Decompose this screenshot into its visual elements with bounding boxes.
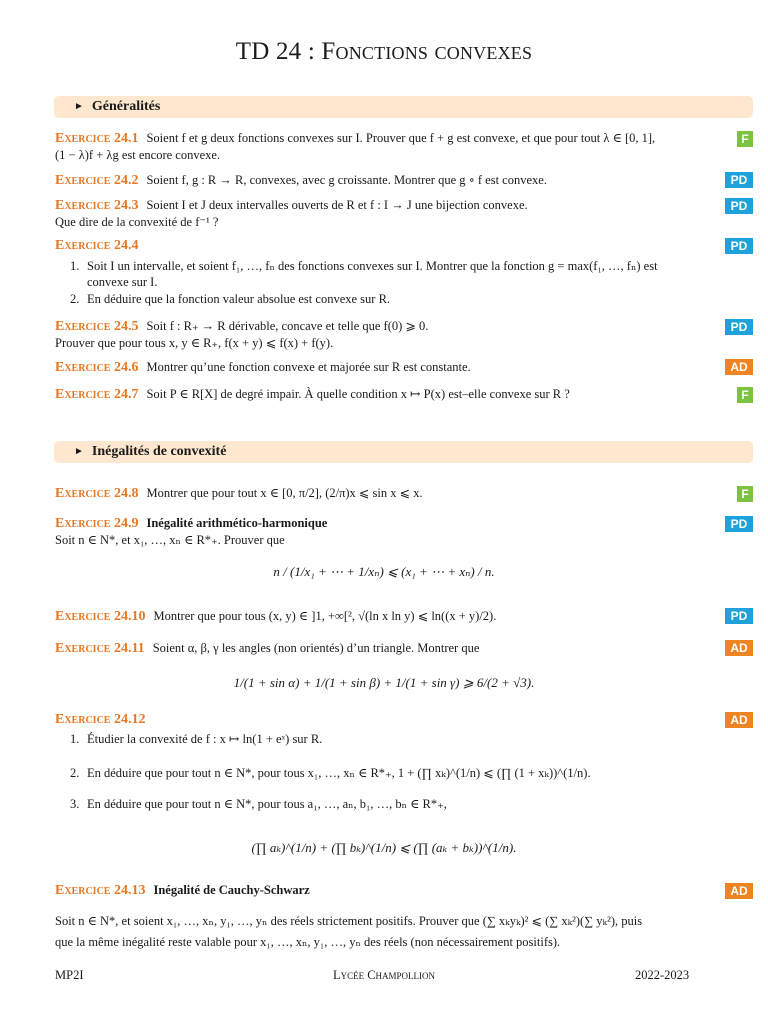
exercise-24-7: [55, 386, 725, 404]
exercise-text: que la même inégalité reste valable pour x₁, …, xₙ, y₁, …, yₙ des réels (non nécessairement positifs).: [55, 935, 561, 950]
exercise-24-9: [55, 515, 725, 548]
difficulty-badge-pd: PD: [725, 319, 753, 335]
list-item-text: convexe sur I.: [87, 274, 158, 289]
exercise-number: Exercice 24.1: [55, 131, 139, 146]
footer-center: Lycée Champollion: [332, 968, 436, 982]
list-item: 1. Soit I un intervalle, et soient f₁, …, fₙ des fonctions convexes sur I. Montrer que la fonction g = max(f₁, …, fₙ) est convexe sur I.: [70, 259, 658, 289]
exercise-text: Montrer que pour tout x ∈ [0, π/2], (2/π)x ⩽ sin x ⩽ x.: [146, 486, 423, 500]
exercise-subtitle: Inégalité de Cauchy-Schwarz: [153, 883, 310, 897]
exercise-text: Prouver que pour tous x, y ∈ R₊, f(x + y) ⩽ f(x) + f(y).: [55, 335, 334, 350]
footer-left: MP2I: [55, 968, 84, 982]
exercise-subtitle: Inégalité arithmético-harmonique: [146, 516, 328, 530]
exercise-text: Soit P ∈ R[X] de degré impair. À quelle condition x ↦ P(x) est–elle convexe sur R ?: [146, 387, 570, 401]
exercise-text: (1 − λ)f + λg est encore convexe.: [55, 147, 221, 162]
difficulty-badge-f: F: [737, 387, 753, 403]
exercise-24-8: [55, 485, 725, 503]
exercise-24-4: [55, 237, 725, 255]
difficulty-badge-ad: AD: [725, 712, 753, 728]
exercise-text: Montrer qu’une fonction convexe et majorée sur R est constante.: [146, 360, 471, 374]
difficulty-badge-ad: AD: [725, 640, 753, 656]
list-item-text: Soit I un intervalle, et soient f₁, …, fₙ des fonctions convexes sur I. Montrer que la fonction g = max(f₁, …, fₙ) est: [87, 259, 658, 273]
list-item-text: Étudier la convexité de f : x ↦ ln(1 + eˣ) sur R.: [87, 732, 323, 746]
exercise-number: Exercice 24.7: [55, 387, 139, 402]
list-item: 1. Étudier la convexité de f : x ↦ ln(1 + eˣ) sur R.: [70, 732, 323, 746]
page-title: TD 24 : Fonctions convexes: [235, 38, 533, 65]
exercise-24-1: [55, 130, 725, 163]
list-item: 2. En déduire que pour tout n ∈ N*, pour tous x₁, …, xₙ ∈ R*₊, 1 + (∏ xₖ)^(1/n) ⩽ (∏ (1 + xₖ))^(1/n).: [70, 766, 591, 780]
section-label: Généralités: [91, 99, 161, 114]
list-item-text: En déduire que pour tout n ∈ N*, pour tous a₁, …, aₙ, b₁, …, bₙ ∈ R*₊,: [87, 797, 447, 811]
exercise-number: Exercice 24.13: [55, 883, 146, 898]
difficulty-badge-f: F: [737, 486, 753, 502]
exercise-text: Soient α, β, γ les angles (non orientés) d’un triangle. Montrer que: [152, 641, 480, 655]
exercise-24-3: [55, 197, 725, 230]
difficulty-badge-pd: PD: [725, 198, 753, 214]
difficulty-badge-f: F: [737, 131, 753, 147]
list-item: 2. En déduire que la fonction valeur absolue est convexe sur R.: [70, 292, 391, 306]
exercise-number: Exercice 24.12: [55, 712, 146, 727]
exercise-number: Exercice 24.10: [55, 609, 146, 624]
exercise-number: Exercice 24.9: [55, 516, 139, 531]
exercise-24-12: [55, 711, 725, 729]
exercise-24-6: [55, 359, 725, 377]
difficulty-badge-ad: AD: [725, 359, 753, 375]
formula: n / (1/x₁ + ⋯ + 1/xₙ) ⩽ (x₁ + ⋯ + xₙ) / n.: [273, 564, 495, 579]
formula: (∏ aₖ)^(1/n) + (∏ bₖ)^(1/n) ⩽ (∏ (aₖ + bₖ))^(1/n).: [251, 840, 517, 855]
difficulty-badge-pd: PD: [725, 516, 753, 532]
exercise-text: Soient f et g deux fonctions convexes sur I. Prouver que f + g est convexe, et que pour tout λ ∈ [0, 1],: [146, 131, 656, 145]
exercise-number: Exercice 24.11: [55, 641, 145, 656]
exercise-number: Exercice 24.2: [55, 173, 139, 188]
triangle-icon: ►: [74, 446, 84, 457]
list-item-text: En déduire que pour tout n ∈ N*, pour tous x₁, …, xₙ ∈ R*₊, 1 + (∏ xₖ)^(1/n) ⩽ (∏ (1 + xₖ))^(1/n).: [87, 766, 591, 780]
exercise-24-13: [55, 882, 725, 900]
exercise-text: Soit n ∈ N*, et x₁, …, xₙ ∈ R*₊. Prouver que: [55, 532, 285, 547]
exercise-number: Exercice 24.3: [55, 198, 139, 213]
exercise-text: Que dire de la convexité de f⁻¹ ?: [55, 214, 219, 229]
difficulty-badge-pd: PD: [725, 172, 753, 188]
exercise-text: Soient f, g : R → R, convexes, avec g croissante. Montrer que g ∘ f est convexe.: [146, 173, 547, 187]
exercise-text: Soit f : R₊ → R dérivable, concave et telle que f(0) ⩾ 0.: [146, 319, 429, 333]
exercise-text: Soient I et J deux intervalles ouverts de R et f : I → J une bijection convexe.: [146, 198, 528, 212]
exercise-number: Exercice 24.8: [55, 486, 139, 501]
exercise-24-2: [55, 172, 725, 190]
difficulty-badge-ad: AD: [725, 883, 753, 899]
section-header-inegalites: [54, 441, 753, 463]
formula: 1/(1 + sin α) + 1/(1 + sin β) + 1/(1 + sin γ) ⩾ 6/(2 + √3).: [233, 675, 535, 690]
list-item: 3. En déduire que pour tout n ∈ N*, pour tous a₁, …, aₙ, b₁, …, bₙ ∈ R*₊,: [70, 797, 447, 811]
difficulty-badge-pd: PD: [725, 238, 753, 254]
exercise-text-block: [55, 911, 753, 954]
exercise-24-10: [55, 608, 725, 626]
triangle-icon: ►: [74, 101, 84, 112]
exercise-number: Exercice 24.5: [55, 319, 139, 334]
exercise-24-11: [55, 640, 725, 658]
exercise-number: Exercice 24.6: [55, 360, 139, 375]
section-label: Inégalités de convexité: [91, 444, 227, 459]
list-item-text: En déduire que la fonction valeur absolue est convexe sur R.: [87, 292, 391, 306]
exercise-number: Exercice 24.4: [55, 238, 139, 253]
footer-right: 2022-2023: [635, 968, 690, 982]
exercise-text: Montrer que pour tous (x, y) ∈ ]1, +∞[², √(ln x ln y) ⩽ ln((x + y)/2).: [153, 609, 497, 623]
section-header-generalites: [54, 96, 753, 118]
exercise-24-5: [55, 318, 725, 351]
difficulty-badge-pd: PD: [725, 608, 753, 624]
exercise-text: Soit n ∈ N*, et soient x₁, …, xₙ, y₁, …, yₙ des réels strictement positifs. Prouver que (∑ xₖyₖ)² ⩽ (∑ xₖ²)(∑ yₖ²), puis: [55, 914, 643, 928]
